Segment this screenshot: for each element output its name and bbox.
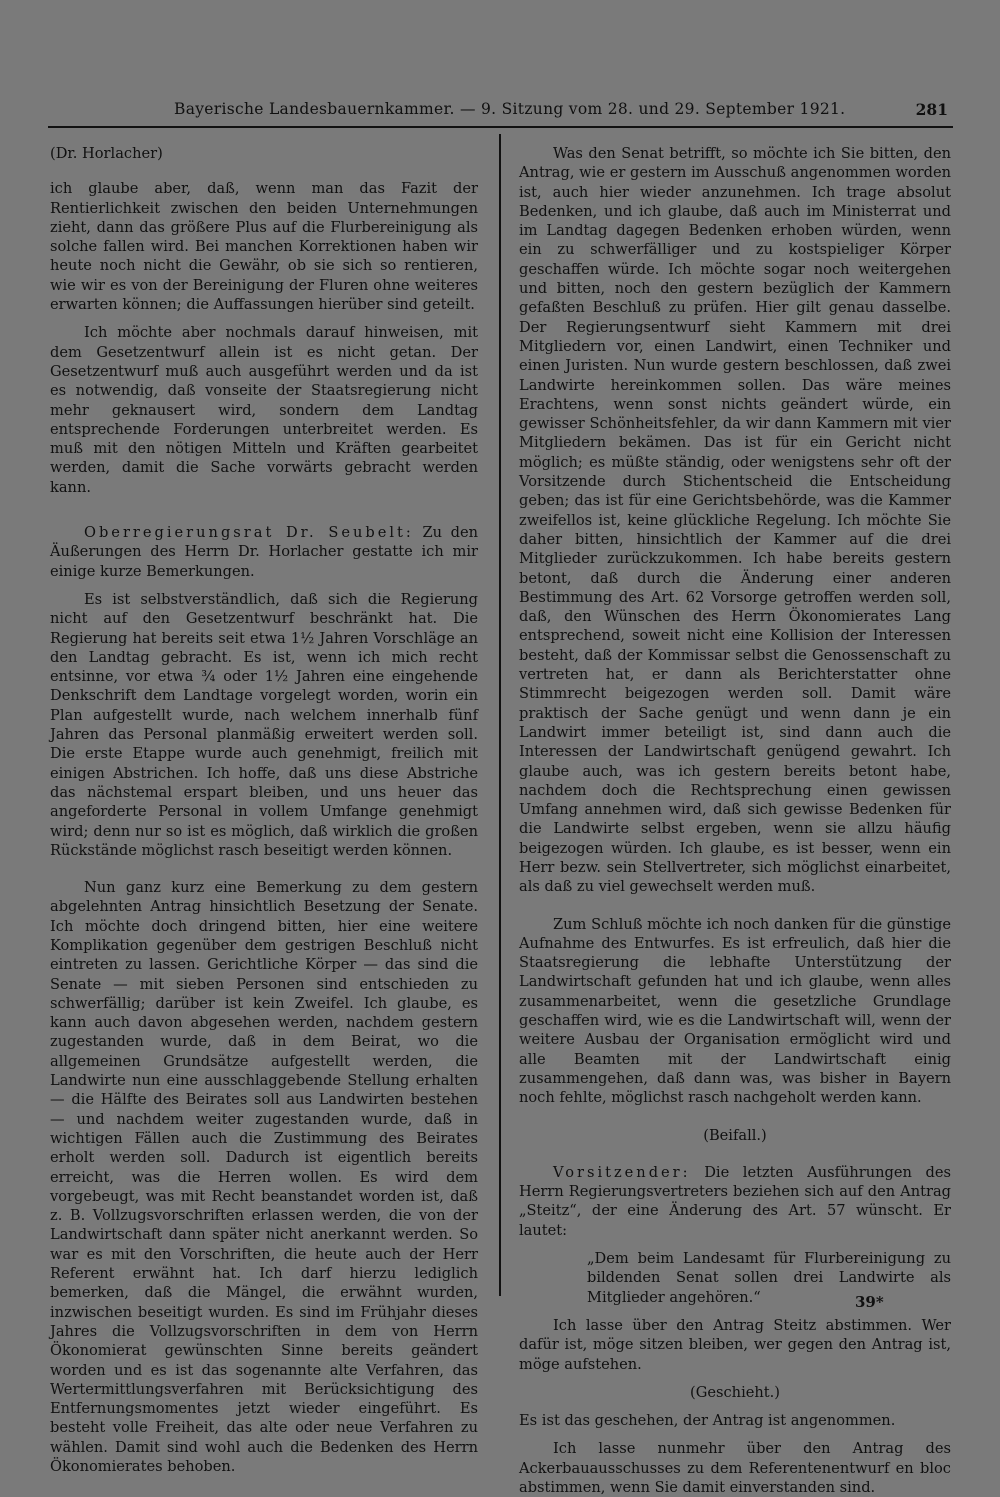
speaker-tag: (Dr. Horlacher)	[50, 145, 163, 162]
paragraph: Es ist selbstverständlich, daß sich die Regierung nicht auf den Gesetzentwurf beschränkt hat. Die Regierung hat bereits seit etwa 1½ Jahren Vorschläge an den Landtag gebracht. Es ist, wenn ich mich recht entsinne, vor etwa ¾ oder 1½ Jahren eine eingehende Denkschrift dem Landtage vorgelegt worden, worin ein Plan aufgestellt wurde, nach welchem innerhalb fünf Jahren das Personal planmäßig erweitert werden soll. Die erste Etappe wurde auch genehmigt, freilich mit einigen Abstrichen. Ich hoffe, daß uns diese Abstriche das nächstemal erspart bleiben, und uns heuer das angeforderte Personal in vollem Umfange genehmigt wird; denn nur so ist es möglich, daß wirklich die großen Rückstände möglichst rasch beseitigt werden können.	[50, 590, 478, 859]
running-header	[48, 100, 948, 124]
sheet-signature: 39*	[855, 1293, 884, 1311]
paragraph-text: Die letzten Ausführungen des Herrn Regierungsvertreters beziehen sich auf den Antrag „Steitz“, der eine Änderung des Art. 57 wünscht. Er lautet:	[519, 1163, 951, 1239]
page-number: 281	[915, 100, 948, 119]
column-divider	[499, 134, 501, 1296]
paragraph: Es ist das geschehen, der Antrag ist angenommen.	[519, 1412, 896, 1430]
speaker-name: Oberregierungsrat Dr. Seubelt:	[84, 524, 414, 542]
paragraph: Was den Senat betrifft, so möchte ich Sie bitten, den Antrag, wie er gestern im Ausschuß angenommen worden ist, auch hier wieder anzunehmen. Ich trage absolut Bedenken, und ich glaube, daß auch im Ministerrat und im Landtag dagegen Bedenken erhoben würden, wenn ein zu schwerfälliger und zu kostspieliger Körper geschaffen würde. Ich möchte sogar noch weitergehen und bitten, noch den gestern bezüglich der Kammern gefaßten Beschluß zu prüfen. Hier gilt genau dasselbe. Der Regierungsentwurf sieht Kammern mit drei Mitgliedern vor, einen Landwirt, einen Techniker und einen Juristen. Nun wurde gestern beschlossen, daß zwei Landwirte hereinkommen sollen. Das wäre meines Erachtens, wenn sonst nichts geändert würde, ein gewisser Schönheitsfehler, da wir dann Kammern mit vier Mitgliedern bekämen. Das ist für ein Gericht nicht möglich; es müßte ständig, oder wenigstens sehr oft der Vorsitzende durch Stichentscheid die Entscheidung geben; das ist für eine Gerichtsbehörde, was die Kammer zweifellos ist, keine glückliche Regelung. Ich möchte Sie daher bitten, hinsichtlich der Kammer auf die drei Mitglieder zurückzukommen. Ich habe bereits gestern betont, daß durch die Änderung einer anderen Bestimmung des Art. 62 Vorsorge getroffen werden soll, daß, den Wünschen des Herrn Ökonomierates Lang entsprechend, soweit nicht eine Kollision der Interessen besteht, daß der Kommissar selbst die Genossenschaft zu vertreten hat, er dann als Berichterstatter ohne Stimmrecht beigezogen werden soll. Damit wäre praktisch der Sache genügt und wenn dann je ein Landwirt immer beteiligt ist, sind dann auch die Interessen der Landwirtschaft genügend gewahrt. Ich glaube auch, was ich gestern bereits betont habe, nachdem doch die Rechtsprechung einen gewissen Umfang annehmen wird, daß sich gewisse Bedenken für die Landwirte selbst ergeben, wenn sie allzu häufig beigezogen würden. Ich glaube, es ist besser, wenn ein Herr bezw. sein Stellvertreter, sich möglichst einarbeitet, als daß zu viel gewechselt werden muß.	[519, 145, 951, 896]
paragraph: ich glaube aber, daß, wenn man das Fazit der Rentierlichkeit zwischen den beiden Unternehmungen zieht, dann das größere Plus auf die Flurbereinigung als solche fallen wird. Bei manchen Korrektionen haben wir heute noch nicht die Gewähr, ob sie sich so rentieren, wie wir es von der Bereinigung der Fluren ohne weiteres erwarten können; die Auffassungen hierüber sind geteilt.	[50, 180, 478, 314]
left-column	[50, 144, 478, 1476]
quoted-motion: „Dem beim Landesamt für Flurbereinigung zu bildenden Senat sollen drei Landwirte als Mitglieder angehören.“	[587, 1250, 951, 1306]
right-column	[519, 144, 951, 1497]
paragraph: Ich lasse nunmehr über den Antrag des Ackerbauausschusses zu dem Referentenentwurf en bloc abstimmen, wenn Sie damit einverstanden sind.	[519, 1440, 951, 1496]
running-title: Bayerische Landesbauernkammer. — 9. Sitzung vom 28. und 29. September 1921.	[174, 100, 846, 118]
applause-note: (Beifall.)	[703, 1126, 767, 1144]
paragraph: Ich lasse über den Antrag Steitz abstimmen. Wer dafür ist, möge sitzen bleiben, wer gegen den Antrag ist, möge aufstehen.	[519, 1316, 951, 1373]
speech-paragraph	[50, 523, 478, 581]
action-note: (Geschieht.)	[690, 1383, 780, 1401]
paragraph: Nun ganz kurz eine Bemerkung zu dem gestern abgelehnten Antrag hinsichtlich Besetzung der Senate. Ich möchte doch dringend bitten, hier eine weitere Komplikation gegenüber dem gestrigen Beschluß nicht eintreten zu lassen. Gerichtliche Körper — das sind die Senate — mit sieben Personen sind entschieden zu schwerfällig; darüber ist kein Zweifel. Ich glaube, es kann auch davon abgesehen werden, nachdem gestern zugestanden wurde, daß in dem Beirat, wo die allgemeinen Grundsätze aufgestellt werden, die Landwirte nun eine ausschlaggebende Stellung erhalten — die Hälfte des Beirates soll aus Landwirten bestehen — und nachdem weiter zugestanden wurde, daß in wichtigen Fällen auch die Zustimmung des Beirates erholt werden soll. Dadurch ist eigentlich bereits erreicht, was die Herren wollen. Es wird dem vorgebeugt, was mit Recht beanstandet worden ist, daß z. B. Vollzugsvorschriften erlassen werden, die von der Landwirtschaft dann später nicht anerkannt werden. So war es mit den Vorschriften, die heute auch der Herr Referent erwähnt hat. Ich darf hierzu lediglich bemerken, daß die Mängel, die erwähnt wurden, inzwischen beseitigt wurden. Es sind im Frühjahr dieses Jahres die Vollzugsvorschriften in dem von Herrn Ökonomierat gewünschten Sinne bereits geändert worden und es ist das sogenannte alte Verfahren, das Wertermittlungsverfahren mit Berücksichtigung des Entfernungsmomentes jetzt wieder eingeführt. Es besteht volle Freiheit, das alte oder neue Verfahren zu wählen. Damit sind wohl auch die Bedenken des Herrn Ökonomierates behoben.	[50, 879, 478, 1475]
paragraph: Ich möchte aber nochmals darauf hinweisen, mit dem Gesetzentwurf allein ist es nicht getan. Der Gesetzentwurf muß auch ausgeführt werden und da ist es notwendig, daß vonseite der Staatsregierung nicht mehr geknausert wird, sondern dem Landtag entsprechende Forderungen unterbreitet werden. Es muß mit den nötigen Mitteln und Kräften gearbeitet werden, damit die Sache vorwärts gebracht werden kann.	[50, 324, 478, 496]
speaker-name: Vorsitzender:	[553, 1163, 691, 1181]
header-rule	[48, 126, 953, 128]
paragraph-text: Zu den Äußerungen des Herrn Dr. Horlacher gestatte ich mir einige kurze Bemerkungen.	[50, 524, 479, 580]
paragraph: Zum Schluß möchte ich noch danken für die günstige Aufnahme des Entwurfes. Es ist erfreulich, daß hier die Staatsregierung die lebhafte Unterstützung der Landwirtschaft gefunden hat und ich glaube, wenn alles zusammenarbeitet, wenn die gesetzliche Grundlage geschaffen wird, wie es die Landwirtschaft will, wenn der weitere Ausbau der Organisation ermöglicht wird und alle Beamten mit der Landwirtschaft einig zusammengehen, daß dann was, was bisher in Bayern noch fehlte, möglichst rasch nachgeholt werden kann.	[519, 915, 951, 1107]
speech-paragraph	[519, 1163, 951, 1240]
